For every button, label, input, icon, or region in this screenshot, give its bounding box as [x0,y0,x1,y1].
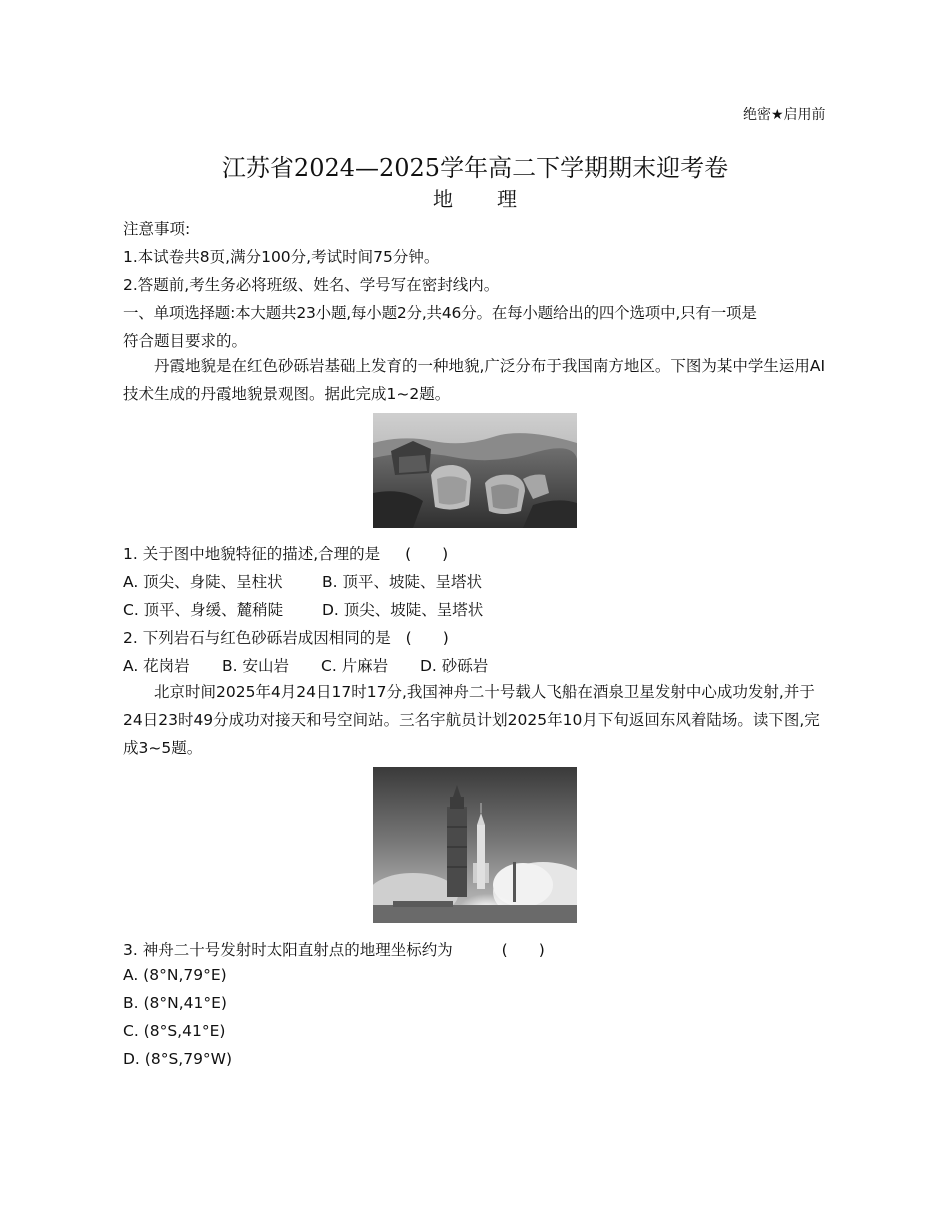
passage-danxia: 丹霞地貌是在红色砂砾岩基础上发育的一种地貌,广泛分布于我国南方地区。下图为某中学生运用AI技术生成的丹霞地貌景观图。据此完成1~2题。 [123,357,826,403]
question-2-stem: 2. 下列岩石与红色砂砾岩成因相同的是 [123,629,391,647]
option-c: C. 顶平、身缓、麓稍陡 [123,601,284,619]
option-a: A. 顶尖、身陡、呈柱状 [123,573,283,591]
question-2 [123,626,449,648]
question-3 [123,938,545,960]
option-b: B. (8°N,41°E) [123,994,227,1012]
question-3-stem: 3. 神舟二十号发射时太阳直射点的地理坐标约为 [123,941,453,959]
option-d: D. 砂砾岩 [420,657,489,675]
answer-blank: ( ) [405,629,449,647]
question-1-options-row2 [123,598,483,620]
notes-item: 2.答题前,考生务必将班级、姓名、学号写在密封线内。 [123,276,500,294]
rocket-launch-image [373,767,577,923]
notes-heading: 注意事项: [123,220,191,238]
answer-blank: ( ) [501,941,545,959]
passage-shenzhou: 北京时间2025年4月24日17时17分,我国神舟二十号载人飞船在酒泉卫星发射中心成功发射,并于24日23时49分成功对接天和号空间站。三名宇航员计划2025年10月下旬返回东风着陆场。读下图,完成3~5题。 [123,683,820,757]
exam-subject: 地理 [433,187,561,211]
danxia-landform-image [373,413,577,528]
option-a: A. (8°N,79°E) [123,966,227,984]
question-1-options-row1 [123,570,482,592]
question-1 [123,542,448,564]
rocket-launch-photo [373,767,577,923]
question-2-options [123,654,488,676]
option-d: D. (8°S,79°W) [123,1050,233,1068]
notes-item: 1.本试卷共8页,满分100分,考试时间75分钟。 [123,248,440,266]
section1-intro-cont: 符合题目要求的。 [123,332,248,350]
option-b: B. 顶平、坡陡、呈塔状 [322,573,482,591]
answer-blank: ( ) [405,545,449,563]
option-d: D. 顶尖、坡陡、呈塔状 [322,601,484,619]
question-1-stem: 1. 关于图中地貌特征的描述,合理的是 [123,545,381,563]
option-c: C. 片麻岩 [321,657,389,675]
option-b: B. 安山岩 [222,657,289,675]
section1-intro: 一、单项选择题:本大题共23小题,每小题2分,共46分。在每小题给出的四个选项中,只有一项是 [123,304,757,322]
danxia-landform-photo [373,413,577,528]
option-a: A. 花岗岩 [123,657,190,675]
exam-title: 江苏省2024—2025学年高二下学期期末迎考卷 [221,154,729,182]
option-c: C. (8°S,41°E) [123,1022,226,1040]
confidential-label: 绝密★启用前 [743,107,826,123]
